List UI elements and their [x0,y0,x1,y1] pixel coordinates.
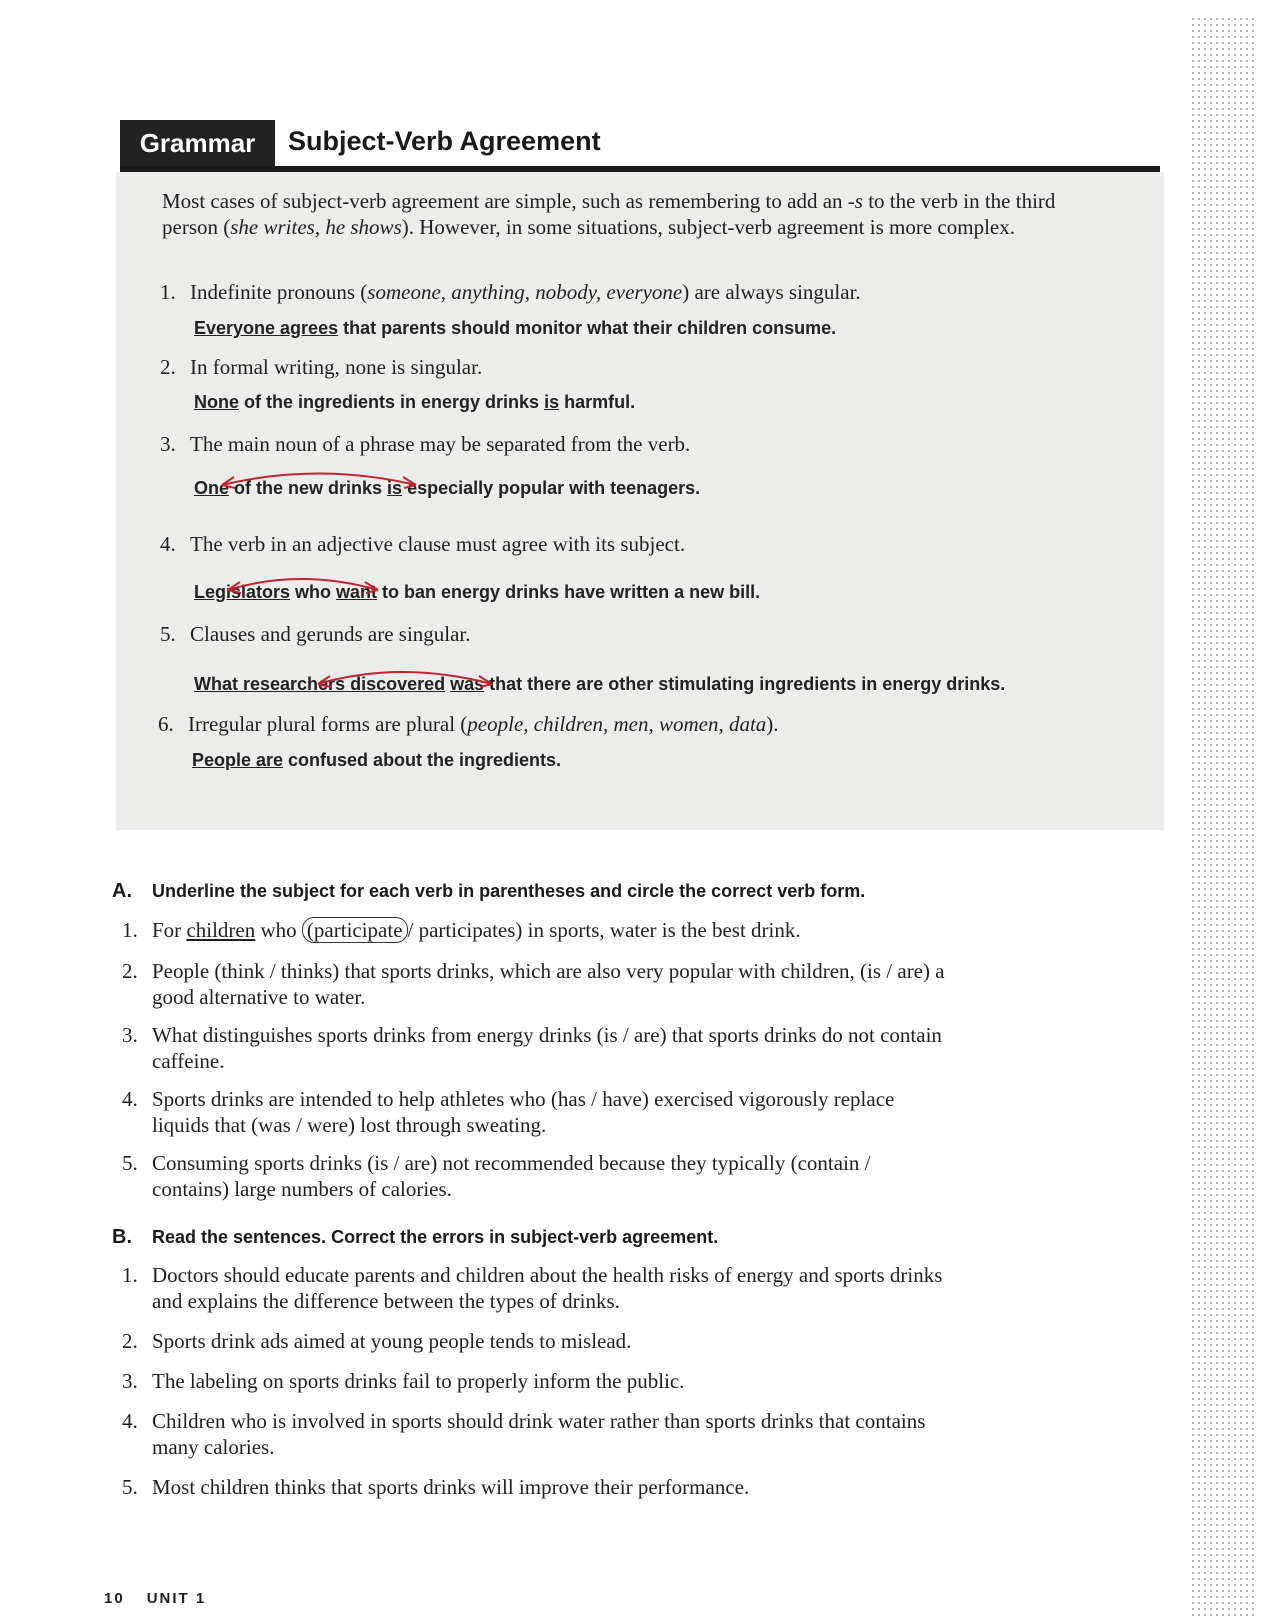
exercise-item: 4. Children who is involved in sports should drink water rather than sports drinks that contains many calories. [122,1409,926,1459]
exercise-item: 1. Doctors should educate parents and children about the health risks of energy and sports drinks and explains the difference between the types of drinks. [122,1263,943,1313]
example-sentence: What researchers discovered was that there are other stimulating ingredients in energy drinks. [194,674,1006,694]
example-sentence: Everyone agrees that parents should monitor what their children consume. [194,318,837,338]
example-sentence: One of the new drinks is especially popular with teenagers. [194,478,701,498]
rule-item: 6. Irregular plural forms are plural (people, children, men, women, data). [158,712,779,736]
perforation-dots [1190,16,1258,1616]
exercise-b-instruction: B. Read the sentences. Correct the errors in subject-verb agreement. [112,1226,719,1248]
exercise-item: 5. Most children thinks that sports drinks will improve their performance. [122,1475,750,1499]
exercise-item: 4. Sports drinks are intended to help athletes who (has / have) exercised vigorously replace liquids that (was / were) lost through sweating. [122,1087,895,1137]
rule-item: 1. Indefinite pronouns (someone, anything, nobody, everyone) are always singular. [160,280,861,304]
rule-item: 5. Clauses and gerunds are singular. [160,622,471,646]
exercise-item: 3. What distinguishes sports drinks from energy drinks (is / are) that sports drinks do not contain caffeine. [122,1023,942,1073]
page-number: 10 [104,1590,125,1607]
exercise-item: 5. Consuming sports drinks (is / are) not recommended because they typically (contain / contains) large numbers of calories. [122,1151,871,1201]
example-sentence: People are confused about the ingredients. [192,750,562,770]
circled-answer: (participate [302,917,408,943]
section-title: Subject-Verb Agreement [288,126,601,156]
intro-paragraph: Most cases of subject-verb agreement are simple, such as remembering to add an -s to the verb in the third person (she writes, he shows). However, in some situations, subject-verb agreement is more complex. [162,189,1056,239]
example-sentence: Legislators who want to ban energy drinks have written a new bill. [194,582,761,602]
section-header [120,120,1160,170]
section-tag: Grammar [120,120,275,166]
rule-item: 3. The main noun of a phrase may be separated from the verb. [160,432,691,456]
exercise-a-instruction: A. Underline the subject for each verb in parentheses and circle the correct verb form. [112,880,866,902]
exercise-item: 2. People (think / thinks) that sports drinks, which are also very popular with children, (is / are) a good alternative to water. [122,959,945,1009]
exercise-item: 1. For children who (participate / participates) in sports, water is the best drink. [122,918,801,942]
example-sentence: None of the ingredients in energy drinks is harmful. [194,392,636,412]
rule-item: 4. The verb in an adjective clause must agree with its subject. [160,532,686,556]
unit-label: UNIT 1 [146,1590,207,1607]
exercise-item: 3. The labeling on sports drinks fail to properly inform the public. [122,1369,685,1393]
page-footer [104,1590,228,1607]
exercise-item: 2. Sports drink ads aimed at young people tends to mislead. [122,1329,632,1353]
rule-item: 2. In formal writing, none is singular. [160,355,483,379]
